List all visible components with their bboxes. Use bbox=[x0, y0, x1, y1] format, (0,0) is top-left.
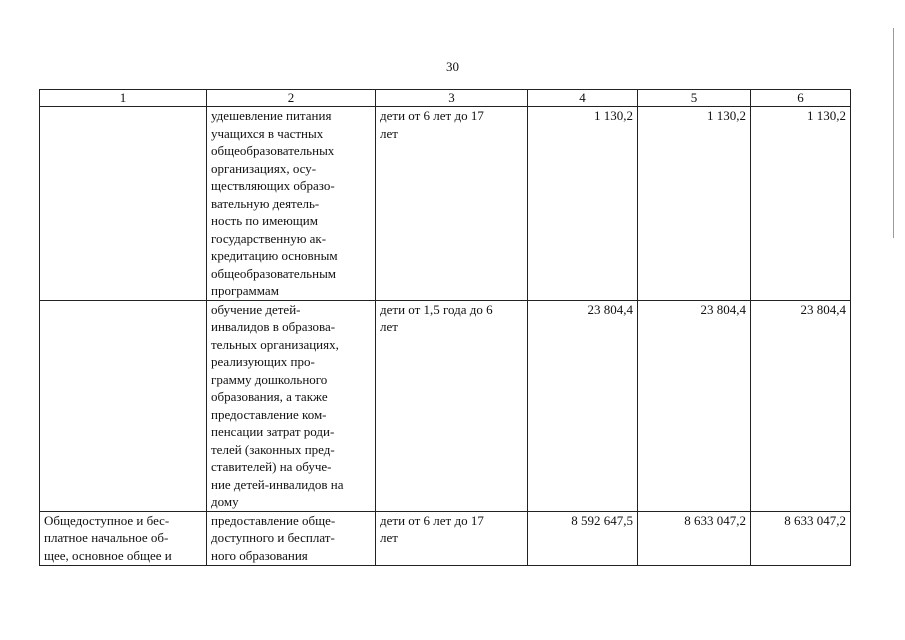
column-header-2: 2 bbox=[207, 90, 376, 107]
table-row bbox=[40, 107, 851, 301]
column-header-3: 3 bbox=[376, 90, 528, 107]
cell-text: удешевление питания учащихся в частных общеобразовательных организациях, осу- ществляющих образо- вательную деятель- ность по имеющим государственную ак- кредитацию основным общеобразовательным программам bbox=[211, 108, 338, 298]
table-cell-col2 bbox=[207, 300, 376, 511]
page-number: 30 bbox=[446, 59, 459, 74]
table-cell-col4: 23 804,4 bbox=[528, 300, 638, 511]
table-cell-col1 bbox=[40, 300, 207, 511]
cell-text: предоставление обще- доступного и бесплат- ного образования bbox=[211, 512, 336, 563]
cell-text: дети от 6 лет до 17 лет bbox=[380, 512, 484, 545]
table-header-row bbox=[40, 90, 851, 107]
table-row bbox=[40, 511, 851, 565]
table-cell-col6: 23 804,4 bbox=[751, 300, 851, 511]
table-cell-col5: 23 804,4 bbox=[638, 300, 751, 511]
table-cell-col4: 1 130,2 bbox=[528, 107, 638, 301]
cell-text: Общедоступное и бес- платное начальное об- щее, основное общее и bbox=[44, 512, 172, 563]
budget-table bbox=[39, 89, 851, 566]
table-cell-col3 bbox=[376, 511, 528, 565]
column-header-5: 5 bbox=[638, 90, 751, 107]
column-header-6: 6 bbox=[751, 90, 851, 107]
scan-edge-line bbox=[893, 28, 894, 238]
table-cell-col2 bbox=[207, 107, 376, 301]
table-cell-col3 bbox=[376, 300, 528, 511]
table-row bbox=[40, 300, 851, 511]
cell-text: обучение детей- инвалидов в образова- тельных организациях, реализующих про- грамму дошкольного образования, а также предоставление ком- пенсации затрат роди- телей (законных пред- ставителей) на обуче- ние детей-инвалидов на дому bbox=[211, 301, 344, 509]
column-header-4: 4 bbox=[528, 90, 638, 107]
cell-text: дети от 6 лет до 17 лет bbox=[380, 108, 484, 141]
table-cell-col1 bbox=[40, 107, 207, 301]
table-cell-col4: 8 592 647,5 bbox=[528, 511, 638, 565]
table-cell-col5: 8 633 047,2 bbox=[638, 511, 751, 565]
column-header-1: 1 bbox=[40, 90, 207, 107]
table-cell-col1 bbox=[40, 511, 207, 565]
cell-text: дети от 1,5 года до 6 лет bbox=[380, 301, 493, 334]
table-cell-col2 bbox=[207, 511, 376, 565]
table-cell-col6: 1 130,2 bbox=[751, 107, 851, 301]
table-cell-col5: 1 130,2 bbox=[638, 107, 751, 301]
table-cell-col6: 8 633 047,2 bbox=[751, 511, 851, 565]
table-cell-col3 bbox=[376, 107, 528, 301]
